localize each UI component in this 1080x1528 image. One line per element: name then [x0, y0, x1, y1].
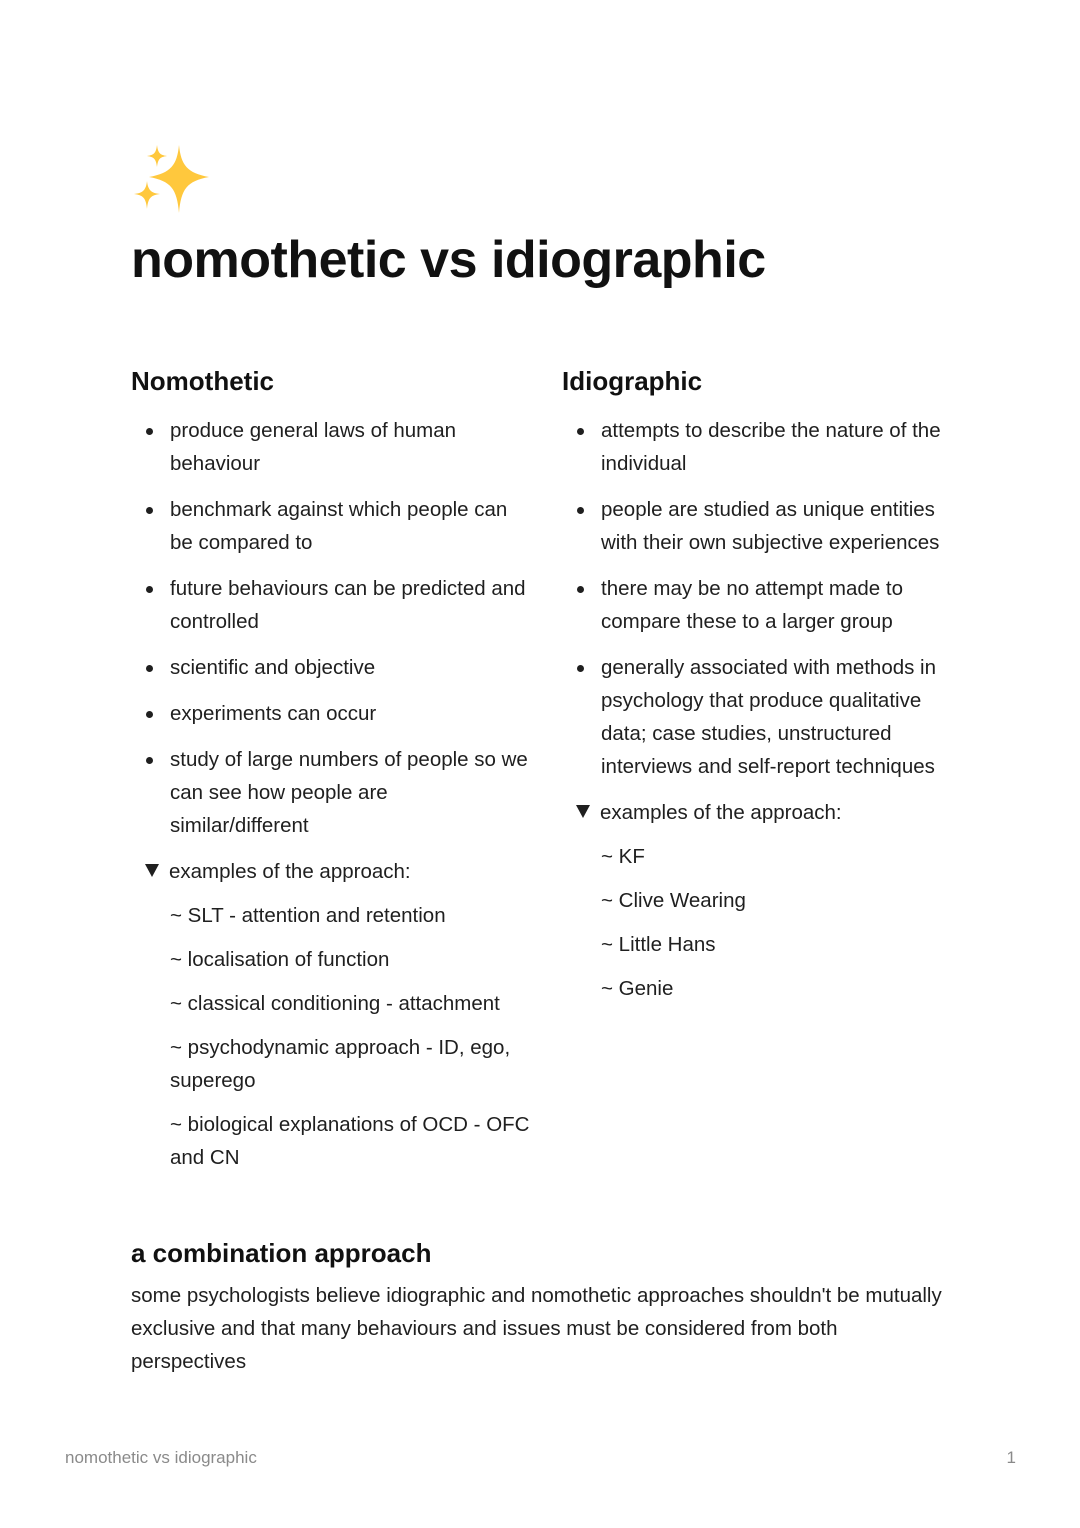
bullet-icon — [577, 507, 584, 514]
idiographic-heading: Idiographic — [562, 366, 703, 396]
footer-doc-name: nomothetic vs idiographic — [65, 1448, 257, 1467]
list-item: study of large numbers of people so we can see how people are similar/different — [131, 743, 531, 842]
combination-heading: a combination approach — [131, 1238, 432, 1268]
example-item: ~ Clive Wearing — [601, 889, 746, 912]
footer-page-number: 1 — [1006, 1448, 1016, 1467]
sparkles-icon — [133, 143, 211, 217]
combination-section — [131, 1233, 951, 1378]
bullet-icon — [146, 586, 153, 593]
list-item: experiments can occur — [131, 697, 531, 730]
bullet-icon — [577, 586, 584, 593]
bullet-icon — [146, 711, 153, 718]
list-item: scientific and objective — [131, 651, 531, 684]
example-item: ~ classical conditioning - attachment — [170, 992, 500, 1015]
page-title: nomothetic vs idiographic — [131, 231, 766, 289]
idiographic-column — [562, 362, 952, 1016]
bullet-icon — [146, 757, 153, 764]
list-item: future behaviours can be predicted and controlled — [131, 572, 531, 638]
idiographic-bullet-list — [562, 414, 952, 783]
bullet-icon — [146, 507, 153, 514]
nomothetic-column — [131, 362, 531, 1185]
list-item: people are studied as unique entities with their own subjective experiences — [562, 493, 952, 559]
example-item: ~ psychodynamic approach - ID, ego, superego — [170, 1036, 511, 1092]
bullet-icon — [146, 428, 153, 435]
nomothetic-heading: Nomothetic — [131, 366, 274, 396]
list-item: generally associated with methods in psychology that produce qualitative data; case studies, unstructured interviews and self-report techniques — [562, 651, 952, 783]
list-item: attempts to describe the nature of the individual — [562, 414, 952, 480]
list-item: there may be no attempt made to compare these to a larger group — [562, 572, 952, 638]
bullet-icon — [577, 665, 584, 672]
toggle-content — [562, 840, 952, 1005]
combination-text: some psychologists believe idiographic and nomothetic approaches shouldn't be mutually exclusive and that many behaviours and issues must be considered from both perspectives — [131, 1284, 942, 1373]
example-item: ~ KF — [601, 845, 645, 868]
toggle-header[interactable]: examples of the approach: — [131, 855, 531, 888]
nomothetic-examples-toggle — [131, 855, 531, 1174]
example-item: ~ Little Hans — [601, 933, 716, 956]
list-item: benchmark against which people can be compared to — [131, 493, 531, 559]
list-item: produce general laws of human behaviour — [131, 414, 531, 480]
example-item: ~ Genie — [601, 977, 674, 1000]
idiographic-examples-toggle — [562, 796, 952, 1005]
example-item: ~ localisation of function — [170, 948, 390, 971]
triangle-down-icon[interactable] — [145, 864, 159, 877]
triangle-down-icon[interactable] — [576, 805, 590, 818]
nomothetic-bullet-list — [131, 414, 531, 842]
example-item: ~ biological explanations of OCD - OFC and CN — [170, 1113, 530, 1169]
toggle-content — [131, 899, 531, 1174]
bullet-icon — [146, 665, 153, 672]
bullet-icon — [577, 428, 584, 435]
toggle-header[interactable]: examples of the approach: — [562, 796, 952, 829]
example-item: ~ SLT - attention and retention — [170, 904, 446, 927]
